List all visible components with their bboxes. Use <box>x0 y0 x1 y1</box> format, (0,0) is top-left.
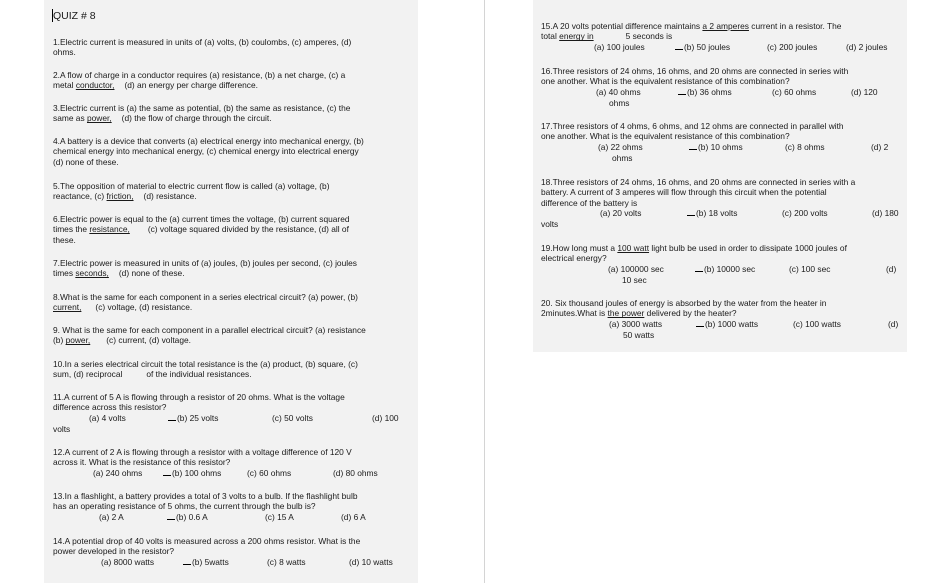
question-15: 15.A 20 volts potential difference maintains a 2 amperes current in a resistor. The total energy in 5 seconds is (a) 100 joules (b) 50 joules (c) 200 joules (d) 2 joules <box>541 21 913 53</box>
question-16: 16.Three resistors of 24 ohms, 16 ohms, and 20 ohms are connected in series with one another. What is the equivalent resistance of this combination? (a) 40 ohms (b) 36 ohms (c) 60 ohms (d) 120 ohms <box>541 66 913 108</box>
option-b: (b) 10000 sec <box>695 264 755 274</box>
option-d: (d) 6 A <box>341 511 366 522</box>
question-12: 12.A current of 2 A is flowing through a resistor with a voltage difference of 120 V across it. What is the resistance of this resistor? (a) 240 ohms (b) 100 ohms (c) 60 ohms (d) 80 ohms <box>53 447 415 479</box>
question-11: 11.A current of 5 A is flowing through a resistor of 20 ohms. What is the voltage difference across this resistor? (a) 4 volts (b) 25 volts (c) 50 volts (d) 100 volts <box>53 392 415 434</box>
option-d: (d) <box>888 318 899 329</box>
question-6: 6.Electric power is equal to the (a) current times the voltage, (b) current squared times the resistance, (c) voltage squared divided by the resistance, (d) all of these. <box>53 214 350 245</box>
answer-options <box>541 208 913 219</box>
option-c: (c) 50 volts <box>272 412 313 423</box>
option-c: (c) 200 volts <box>782 208 828 219</box>
option-b: (b) 36 ohms <box>678 87 732 97</box>
answer-options <box>541 42 913 53</box>
question-18: 18.Three resistors of 24 ohms, 16 ohms, and 20 ohms are connected in series with a battery. A current of 3 amperes will flow through this circuit when the potential difference of the battery is (a) 20 volts (b) 18 volts (c) 200 volts (d) 180 volts <box>541 177 913 230</box>
answer-options <box>53 557 415 568</box>
option-c: (c) 8 watts <box>267 556 306 567</box>
question-13: 13.In a flashlight, a battery provides a total of 3 volts to a bulb. If the flashlight bulb has an operating resistance of 5 ohms, the current through the bulb is? (a) 2 A (b) 0.6 A (c) 15 A (d) 6 A <box>53 491 415 523</box>
quiz-title: QUIZ # 8 <box>53 10 96 22</box>
question-10: 10.In a series electrical circuit the total resistance is the (a) product, (b) square, (c) sum, (d) reciprocal of the individual resistances. <box>53 359 358 380</box>
question-9: 9. What is the same for each component in a parallel electrical circuit? (a) resistance (b) power, (c) current, (d) voltage. <box>53 325 366 346</box>
option-d: (d) 180 <box>872 208 899 219</box>
option-a: (a) 100 joules <box>594 41 645 52</box>
option-a: (a) 22 ohms <box>598 141 643 152</box>
answer-options <box>541 87 913 98</box>
question-4: 4.A battery is a device that converts (a) electrical energy into mechanical energy, (b) chemical energy into mechanical energy, (c) chemical energy into electrical energy (d) none of these. <box>53 136 364 167</box>
option-b: (b) 5watts <box>183 557 229 567</box>
question-3: 3.Electric current is (a) the same as potential, (b) the same as resistance, (c) the same as power, (d) the flow of charge through the circuit. <box>53 103 351 124</box>
option-d: (d) 120 <box>851 86 878 97</box>
option-c: (c) 100 sec <box>789 263 831 274</box>
question-7: 7.Electric power is measured in units of (a) joules, (b) joules per second, (c) joules times seconds, (d) none of these. <box>53 258 357 279</box>
option-a: (a) 40 ohms <box>596 86 641 97</box>
option-b: (b) 100 ohms <box>163 468 221 478</box>
answer-options <box>53 512 415 523</box>
question-2: 2.A flow of charge in a conductor requires (a) resistance, (b) a net charge, (c) a metal conductor, (d) an energy per charge difference. <box>53 70 346 91</box>
option-a: (a) 4 volts <box>89 412 126 423</box>
option-a: (a) 8000 watts <box>101 556 155 567</box>
question-14: 14.A potential drop of 40 volts is measured across a 200 ohms resistor. What is the power developed in the resistor? (a) 8000 watts (b) 5watts (c) 8 watts (d) 10 watts <box>53 536 415 568</box>
option-b: (b) 10 ohms <box>689 142 743 152</box>
option-d: (d) 2 <box>871 141 889 152</box>
option-d: (d) 100 <box>372 412 399 423</box>
option-c: (c) 60 ohms <box>772 86 817 97</box>
question-19: 19.How long must a 100 watt light bulb be used in order to dissipate 1000 joules of electrical energy? (a) 100000 sec (b) 10000 sec (c) 100 sec (d) 10 sec <box>541 243 913 285</box>
question-17: 17.Three resistors of 4 ohms, 6 ohms, and 12 ohms are connected in parallel with one another. What is the equivalent resistance of this combination? (a) 22 ohms (b) 10 ohms (c) 8 ohms (d) 2 ohms <box>541 121 913 163</box>
page-divider <box>484 0 485 583</box>
question-20: 20. Six thousand joules of energy is absorbed by the water from the heater in 2minutes.What is the power delivered by the heater? (a) 3000 watts (b) 1000 watts (c) 100 watts (d) 50 watts <box>541 298 913 340</box>
option-c: (c) 8 ohms <box>785 141 825 152</box>
answer-options <box>53 413 415 424</box>
option-a: (a) 240 ohms <box>93 467 143 478</box>
answer-options <box>541 264 913 275</box>
option-d: (d) 2 joules <box>846 41 888 52</box>
option-b: (b) 50 joules <box>675 42 730 52</box>
option-c: (c) 200 joules <box>767 41 818 52</box>
option-a: (a) 2 A <box>99 511 124 522</box>
option-c: (c) 60 ohms <box>247 467 292 478</box>
option-d: (d) 80 ohms <box>333 467 378 478</box>
question-8: 8.What is the same for each component in a series electrical circuit? (a) power, (b) current, (c) voltage, (d) resistance. <box>53 292 358 313</box>
option-b: (b) 25 volts <box>168 413 218 423</box>
option-b: (b) 18 volts <box>687 208 737 218</box>
option-c: (c) 15 A <box>265 511 294 522</box>
question-1: 1.Electric current is measured in units of (a) volts, (b) coulombs, (c) amperes, (d) ohms. <box>53 37 352 58</box>
answer-options <box>53 468 415 479</box>
option-c: (c) 100 watts <box>793 318 841 329</box>
option-a: (a) 100000 sec <box>608 263 664 274</box>
option-b: (b) 1000 watts <box>696 319 758 329</box>
option-b: (b) 0.6 A <box>167 512 208 522</box>
option-a: (a) 20 volts <box>600 208 642 219</box>
option-d: (d) 10 watts <box>349 556 393 567</box>
question-5: 5.The opposition of material to electric current flow is called (a) voltage, (b) reactance, (c) friction, (d) resistance. <box>53 181 330 202</box>
option-d: (d) <box>886 263 897 274</box>
answer-options <box>541 142 913 153</box>
answer-options <box>541 319 913 330</box>
option-a: (a) 3000 watts <box>609 318 663 329</box>
